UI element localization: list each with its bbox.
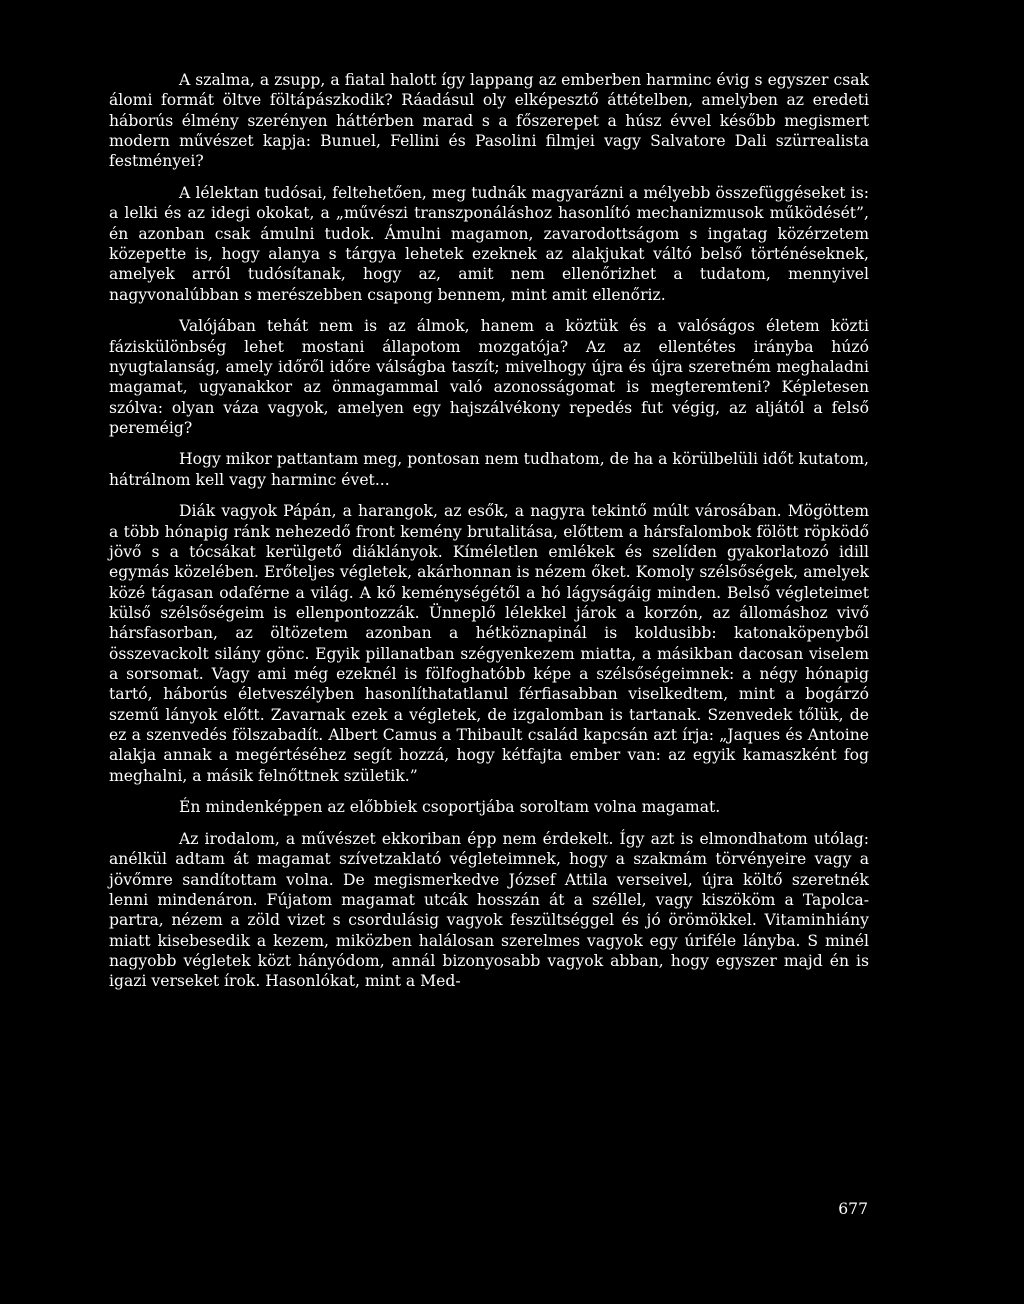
body-text — [109, 70, 869, 1003]
paragraph-5: Diák vagyok Pápán, a harangok, az esők, a nagyra tekintő múlt városában. Mögöttem a több hónapig ránk nehezedő front kemény brutalitása, előttem a hársfalombok fölött röpködő jövő s a tócsákat kerülgető diáklányok. Kíméletlen emlékek és szelíden gyakorlatozó idill egymás közelében. Erőteljes végletek, akárhonnan is nézem őket. Komoly szélsőségek, amelyek közé tágasan odaférne a világ. A kő keménységétől a hó lágyságáig minden. Belső végleteimet külső szélsőségeim is ellenpontozzák. Ünneplő lélekkel járok a korzón, az állomáshoz vivő hársfasorban, az öltözetem azonban a hétköznapinál is koldusibb: katonaköpenyből összevackolt silány gönc. Egyik pillanatban szégyenkezem miatta, a másikban dacosan viselem a sorsomat. Vagy ami még ezeknél is fölfoghatóbb képe a szélsőségeimnek: a négy hónapig tartó, háborús életveszélyben hasonlíthatatlanul férfiasabban viselkedtem, mint a bogárzó szemű lányok előtt. Zavarnak ezek a végletek, de izgalomban is tartanak. Szenvedek tőlük, de ez a szenvedés fölszabadít. Albert Camus a Thibault család kapcsán azt írja: „Jaques és Antoine alakja annak a megértéséhez segít hozzá, hogy kétfajta ember van: az egyik kamaszként fog meghalni, a másik felnőttnek születik.” — [109, 502, 869, 785]
paragraph-7: Az irodalom, a művészet ekkoriban épp nem érdekelt. Így azt is elmondhatom utólag: anélkül adtam át magamat szívetzaklató végleteimnek, hogy a szakmám törvényeire vagy a jövőmre sandítottam volna. De megismerkedve József Attila verseivel, újra költő szeretnék lenni mindenáron. Fújatom magamat utcák hosszán át a széllel, vagy kiszököm a Tapolca-partra, nézem a zöld vizet s csordulásig vagyok feszültséggel és jó örömökkel. Vitaminhiány miatt kisebesedik a kezem, miközben halálosan szerelmes vagyok egy úriféle lányba. S minél nagyobb végletek közt hányódom, annál bizonyosabb vagyok abban, hogy egyszer majd én is igazi verseket írok. Hasonlókat, mint a Med- — [109, 829, 869, 991]
paragraph-4: Hogy mikor pattantam meg, pontosan nem tudhatom, de ha a körülbelüli időt kutatom, hátrálnom kell vagy harminc évet... — [109, 450, 869, 489]
paragraph-2: A lélektan tudósai, feltehetően, meg tudnák magyarázni a mélyebb összefüggéseket is: a lelki és az idegi okokat, a „művészi transzponáláshoz hasonlító mechanizmusok működését”, én azonban csak ámulni tudok. Ámulni magamon, zavarodottságom s ingatag közérzetem közepette is, hogy alanya s tárgya lehetek ezeknek az alakjukat váltó belső történéseknek, amelyek arról tudósítanak, hogy az, amit nem ellenőrizhet a tudatom, mennyivel nagyvonalúbban s merészebben csapong bennem, mint amit ellenőriz. — [109, 183, 869, 304]
paragraph-1: A szalma, a zsupp, a fiatal halott így lappang az emberben harminc évig s egyszer csak álomi formát öltve föltápászkodik? Ráadásul oly elképesztő áttételben, amelyben az eredeti háborús élmény szerényen háttérben marad s a főszerepet a húsz évvel később megismert modern művészet kapja: Bunuel, Fellini és Pasolini filmjei vagy Salvatore Dali szürrealista festményei? — [109, 71, 869, 171]
paragraph-3: Valójában tehát nem is az álmok, hanem a köztük és a valóságos életem közti fáziskülönbség lehet mostani állapotom mozgatója? Az az ellentétes irányba húzó nyugtalanság, amely időről időre válságba taszít; mivelhogy újra és újra szeretném meghaladni magamat, ugyanakkor az önmagammal való azonosságomat is megteremteni? Képletesen szólva: olyan váza vagyok, amelyen egy hajszálvékony repedés fut végig, az aljától a felső pereméig? — [109, 317, 869, 437]
paragraph-6: Én mindenképpen az előbbiek csoportjába soroltam volna magamat. — [179, 798, 721, 817]
page-number: 677 — [838, 1200, 868, 1218]
